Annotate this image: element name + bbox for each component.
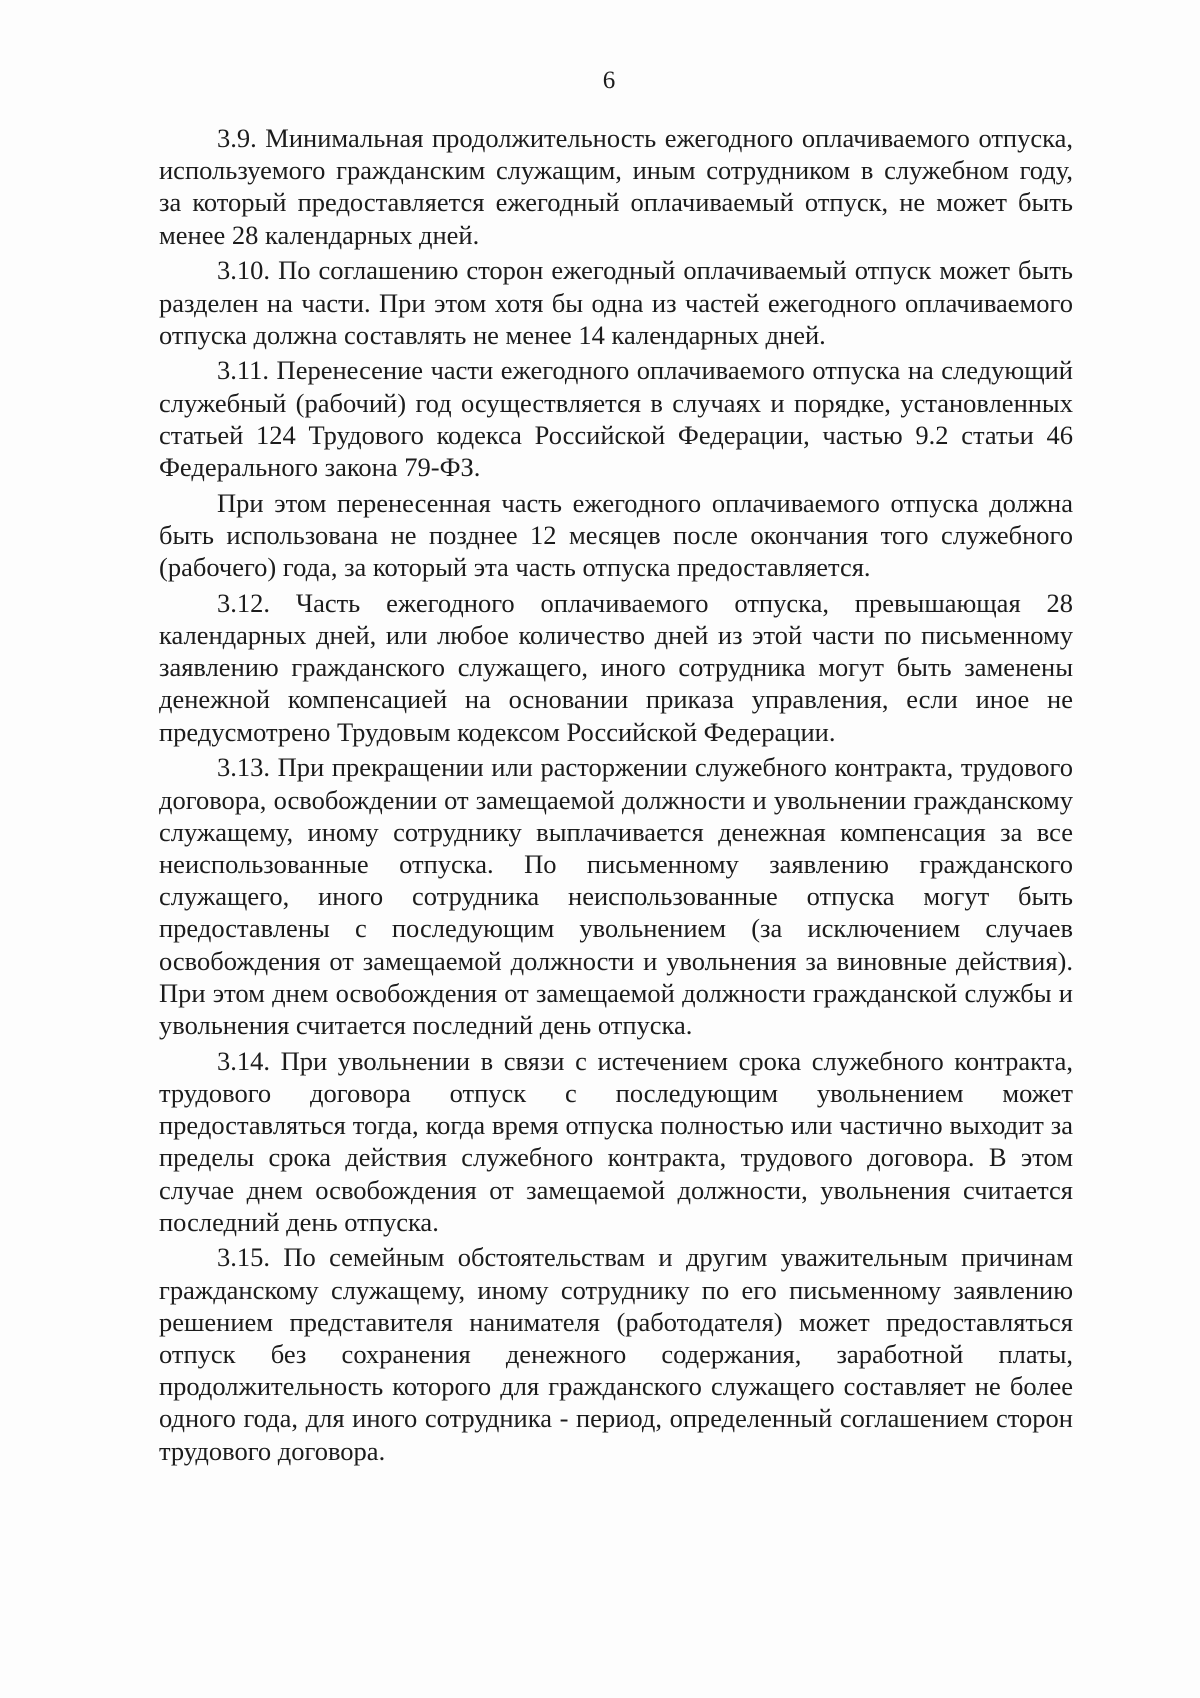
paragraph-3-10: 3.10. По соглашению сторон ежегодный оплачиваемый отпуск может быть разделен на части. При этом хотя бы одна из частей ежегодного оплачиваемого отпуска должна составлять не менее 14 календарных дней. <box>159 255 1073 350</box>
paragraph-3-13: 3.13. При прекращении или расторжении служебного контракта, трудового договора, освобождении от замещаемой должности и увольнении гражданскому служащему, иному сотруднику выплачивается денежная компенсация за все неиспользованные отпуска. По письменному заявлению гражданского служащего, иного сотрудника неиспользованные отпуска могут быть предоставлены с последующим увольнением (за исключением случаев освобождения от замещаемой должности и увольнения за виновные действия). При этом днем освобождения от замещаемой должности гражданской службы и увольнения считается последний день отпуска. <box>159 752 1073 1040</box>
document-body <box>159 122 1073 1467</box>
paragraph-3-15: 3.15. По семейным обстоятельствам и другим уважительным причинам гражданскому служащему, иному сотруднику по его письменному заявлению решением представителя нанимателя (работодателя) может предоставляться отпуск без сохранения денежного содержания, заработной платы, продолжительность которого для гражданского служащего составляет не более одного года, для иного сотрудника - период, определенный соглашением сторон трудового договора. <box>159 1242 1073 1466</box>
paragraph-3-14: 3.14. При увольнении в связи с истечением срока служебного контракта, трудового договора отпуск с последующим увольнением может предоставляться тогда, когда время отпуска полностью или частично выходит за пределы срока действия служебного контракта, трудового договора. В этом случае днем освобождения от замещаемой должности, увольнения считается последний день отпуска. <box>159 1045 1073 1237</box>
paragraph-3-12: 3.12. Часть ежегодного оплачиваемого отпуска, превышающая 28 календарных дней, или любое количество дней из этой части по письменному заявлению гражданского служащего, иного сотрудника могут быть заменены денежной компенсацией на основании приказа управления, если иное не предусмотрено Трудовым кодексом Российской Федерации. <box>159 587 1073 747</box>
paragraph-3-9: 3.9. Минимальная продолжительность ежегодного оплачиваемого отпуска, используемого гражданским служащим, иным сотрудником в служебном году, за который предоставляется ежегодный оплачиваемый отпуск, не может быть менее 28 календарных дней. <box>159 123 1073 250</box>
paragraph-3-11-continuation: При этом перенесенная часть ежегодного оплачиваемого отпуска должна быть использована не позднее 12 месяцев после окончания того служебного (рабочего) года, за который эта часть отпуска предоставляется. <box>159 487 1073 583</box>
page-number: 6 <box>602 67 616 94</box>
paragraph-3-11: 3.11. Перенесение части ежегодного оплачиваемого отпуска на следующий служебный (рабочий) год осуществляется в случаях и порядке, установленных статьей 124 Трудового кодекса Российской Федерации, частью 9.2 статьи 46 Федерального закона 79-ФЗ. <box>159 355 1073 483</box>
